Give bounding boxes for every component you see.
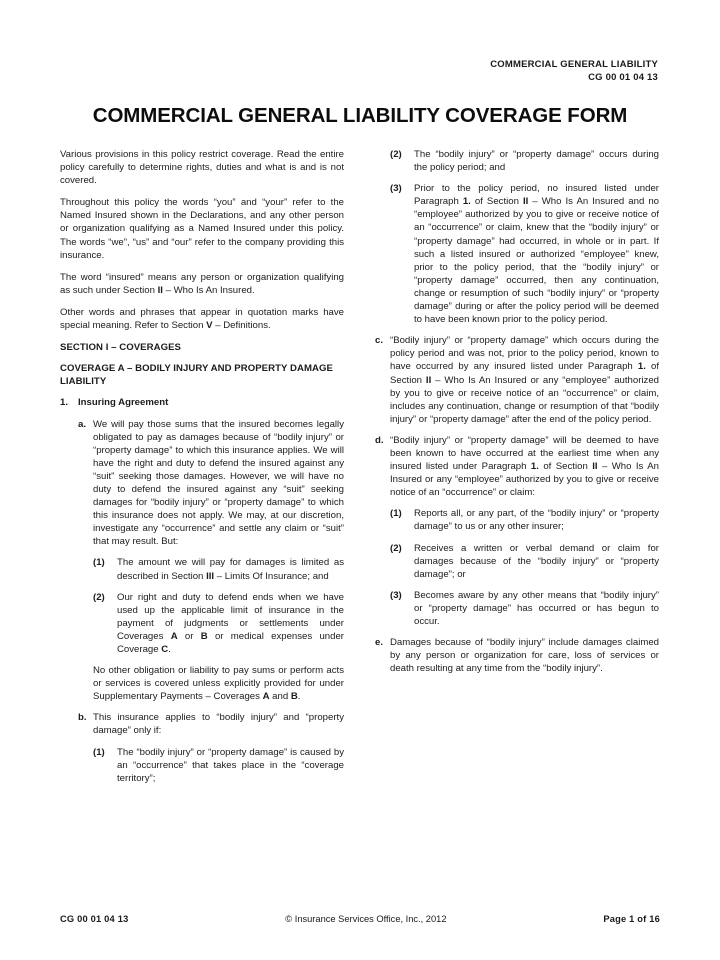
list-marker: (1) [93, 746, 105, 758]
list-item-a2-text-c: or medical expenses under Coverage [117, 630, 345, 655]
list-item-a2-text-a: Our right and duty to defend ends when we have used up the applicable limit of insurance in the payment of judgments or settlements under Coverages [117, 591, 344, 642]
footer-form-number: CG 00 01 04 13 [60, 914, 129, 924]
list-marker: e. [375, 637, 384, 649]
item-a-closing-coverage-ref-b: B [290, 691, 298, 703]
intro-3-text-b: – Who Is An Insured. [162, 284, 255, 296]
intro-4-text-a: Other words and phrases that appear in quotation marks have special meaning. Refer to Section [60, 306, 344, 332]
list-item-a2-text-b: or [177, 630, 201, 642]
list-item-d1-text: Reports all, or any part, of the “bodily injury” or “property damage” to us or any other insurer; [414, 508, 659, 533]
list-item-d-section-ref: II [592, 461, 598, 473]
list-marker: (1) [93, 557, 105, 569]
intro-paragraph-4 [60, 306, 344, 332]
list-item-d2 [375, 542, 659, 581]
section-heading-coverages: SECTION I – COVERAGES [60, 342, 181, 354]
list-item-insuring-agreement [60, 396, 344, 409]
list-marker: b. [78, 712, 87, 724]
intro-4-text-b: – Definitions. [212, 320, 271, 332]
list-item-b2-text: The “bodily injury” or “property damage” occurs during the policy period; and [414, 149, 659, 174]
list-item-a1-text-a: The amount we will pay for damages is limited as described in Section [117, 557, 344, 582]
left-column [60, 148, 344, 785]
item-a-closing-text-b: and [269, 691, 291, 703]
list-item-b [60, 711, 344, 737]
list-item-d-text-c: – Who Is An Insured or any “employee” authorized by you to give or receive notice of an “occurrence” or claim: [390, 461, 659, 499]
insuring-agreement-label: Insuring Agreement [78, 397, 169, 409]
list-item-d2-text: Receives a written or verbal demand or claim for damages because of the “bodily injury” or “property damage”; or [414, 542, 659, 580]
list-item-c-text-b: of Section [390, 361, 659, 386]
body-columns [60, 148, 660, 785]
list-item-a2 [60, 591, 344, 656]
list-item-a2-coverage-ref-c: C [161, 644, 169, 655]
intro-paragraph-3 [60, 271, 344, 297]
intro-4-section-ref: V [206, 320, 213, 332]
list-item-d-text-b: of Section [538, 461, 593, 473]
document-footer [60, 914, 660, 924]
list-item-a2-coverage-ref-b: B [200, 630, 208, 642]
item-a-closing-text-a: No other obligation or liability to pay sums or perform acts or services is covered unless explicitly provided for under Supplementary Payments – Coverages [93, 665, 344, 703]
list-item-a1 [60, 556, 344, 582]
list-item-e [375, 636, 659, 675]
intro-paragraph-1: Various provisions in this policy restrict coverage. Read the entire policy carefully to determine rights, duties and what is and is not covered. [60, 149, 344, 187]
right-column [375, 148, 659, 785]
list-marker: (2) [390, 149, 402, 160]
intro-3-text-a: The word “insured” means any person or organization qualifying as such under Section [60, 271, 344, 296]
list-item-b3-paragraph-ref: 1. [462, 196, 471, 208]
list-item-a2-text-d: . [168, 644, 171, 655]
list-item-a-text: We will pay those sums that the insured becomes legally obligated to pay as damages because of “bodily injury” or “property damage” to which this insurance applies. We will have the right and duty to defend the insured against any “suit” seeking those damages. However, we will have no duty to defend the insured against any “suit” seeking damages for “bodily injury” or “property damage” to which this insurance does not apply. We may, at our discretion, investigate any “occurrence” and settle any claim or “suit” that may result. But: [93, 418, 344, 548]
list-item-a2-coverage-ref-a: A [170, 630, 178, 642]
list-marker: (2) [93, 591, 105, 603]
list-item-b1 [60, 746, 344, 785]
list-item-a [60, 418, 344, 549]
list-item-c [375, 334, 659, 426]
list-item-b-text: This insurance applies to “bodily injury” and “property damage” only if: [93, 712, 344, 737]
list-marker: (3) [390, 183, 402, 195]
list-item-a1-section-ref: III [206, 570, 215, 582]
list-item-e-text: Damages because of “bodily injury” include damages claimed by any person or organization for care, loss of services or death resulting at any time from the “bodily injury”. [390, 637, 659, 675]
list-marker: 1. [60, 397, 69, 409]
list-item-c-text-a: “Bodily injury” or “property damage” which occurs during the policy period and was not, prior to the policy period, known to have occurred by any insured listed under Paragraph [390, 335, 659, 373]
list-item-d-paragraph-ref: 1. [530, 461, 539, 473]
footer-copyright: © Insurance Services Office, Inc., 2012 [285, 914, 447, 924]
list-item-b3-text-a: Prior to the policy period, no insured listed under Paragraph [414, 183, 659, 208]
item-a-closing-text-c: . [297, 691, 301, 703]
header-line-form-number: CG 00 01 04 13 [588, 72, 658, 83]
intro-paragraph-2: Throughout this policy the words “you” and “your” refer to the Named Insured shown in the Declarations, and any other person or organization qualifying as a Named Insured under this policy. The words “we”, “us” and “our” refer to the company providing this insurance. [60, 197, 344, 261]
list-item-b3 [375, 182, 659, 326]
list-marker: c. [375, 335, 384, 347]
list-marker: (1) [390, 508, 402, 520]
list-item-b2 [375, 148, 659, 174]
coverage-a-heading: COVERAGE A – BODILY INJURY AND PROPERTY DAMAGE LIABILITY [60, 363, 333, 388]
list-marker: d. [375, 434, 384, 446]
list-item-b3-text-c: – Who Is An Insured and no “employee” authorized by you to give or receive notice of an “occurrence” or claim, knew that the “bodily injury” or “property damage” had occurred, in whole or in part. If such a listed insured or authorized “employee” knew, prior to the policy period, that the “bodily injury” or “property damage” occurred, then any continuation, change or resumption of such “bodily injury” or “property damage” during or after the policy period will be deemed to have been known prior to the policy period. [414, 196, 659, 326]
list-marker: (3) [390, 589, 402, 601]
list-item-b1-text: The “bodily injury” or “property damage” is caused by an “occurrence” that takes place in the “coverage territory”; [117, 746, 344, 784]
footer-page-number: Page 1 of 16 [603, 914, 660, 924]
list-item-b3-text-b: of Section [470, 196, 523, 208]
page-title: COMMERCIAL GENERAL LIABILITY COVERAGE FORM [92, 104, 628, 127]
list-item-c-paragraph-ref: 1. [637, 361, 646, 373]
list-item-b3-section-ref: II [522, 196, 529, 208]
list-marker: (2) [390, 542, 402, 554]
intro-3-section-ref: II [157, 284, 163, 296]
item-a-closing-paragraph [60, 664, 344, 703]
document-header [490, 58, 658, 84]
item-a-closing-coverage-ref-a: A [262, 691, 270, 703]
list-item-a1-text-b: – Limits Of Insurance; and [214, 570, 329, 582]
list-item-d-text-a: “Bodily injury” or “property damage” will be deemed to have been known to have occurred at the earliest time when any insured listed under Paragraph [390, 434, 659, 473]
list-item-d3-text: Becomes aware by any other means that “bodily injury” or “property damage” has occurred or has begun to occur. [414, 589, 659, 627]
list-marker: a. [78, 418, 87, 430]
list-item-d [375, 434, 659, 499]
list-item-c-text-c: – Who Is An Insured or any “employee” authorized by you to give or receive notice of an “occurrence” or claim, includes any continuation, change or resumption of that “bodily injury” or “property damage” after the end of the policy period. [390, 374, 659, 425]
list-item-c-section-ref: II [425, 374, 432, 386]
list-item-d1 [375, 507, 659, 533]
list-item-d3 [375, 589, 659, 628]
header-line-product: COMMERCIAL GENERAL LIABILITY [490, 59, 658, 70]
